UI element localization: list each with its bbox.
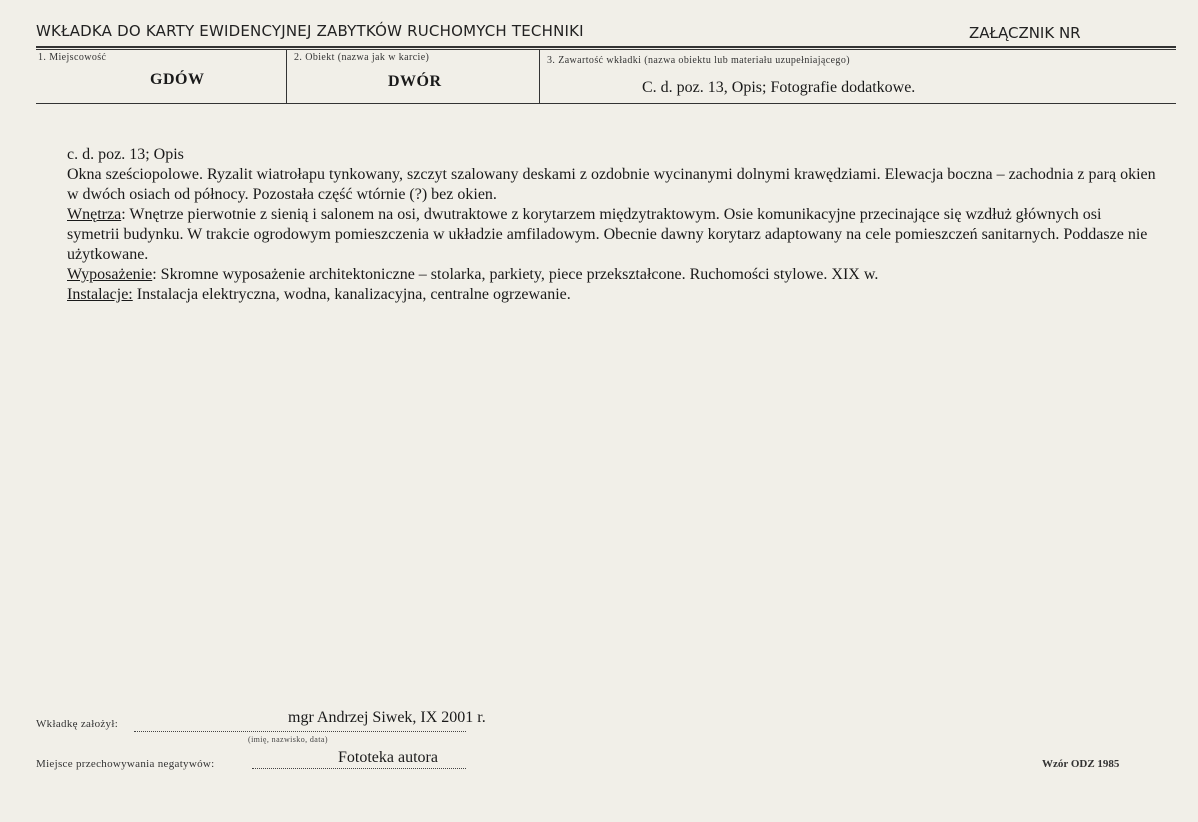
paragraph-windows: Okna sześciopolowe. Ryzalit wiatrołapu tynkowany, szczyt szalowany deskami z ozdobnie wycinanymi dolnymi krawędziami. Elewacja boczna – zachodnia z parą okien w dwóch osiach od północy. Pozostała część wtórnie (?) bez okien. [67,166,1156,203]
top-rule-thick [36,46,1176,48]
description-body [67,145,1157,305]
storage-label: Miejsce przechowywania negatywów: [36,758,215,770]
object-label: 2. Obiekt (nazwa jak w karcie) [294,52,430,63]
template-code: Wzór ODZ 1985 [1042,758,1120,770]
author-hint: (imię, nazwisko, data) [248,735,328,744]
installations-label: Instalacje: [67,286,133,303]
author-dotted-line [134,731,466,732]
equipment-label: Wyposażenie [67,266,153,283]
author-value: mgr Andrzej Siwek, IX 2001 r. [288,709,486,726]
locality-value: GDÓW [150,71,205,88]
storage-value: Fototeka autora [338,749,438,766]
locality-label: 1. Miejscowość [38,52,107,63]
interiors-text: : Wnętrze pierwotnie z sienią i salonem na osi, dwutraktowe z korytarzem międzytraktowym. Osie komunikacyjne przecinające się wzdłuż głównych osi symetrii budynku. W trakcie ogrodowym pomieszczenia w układzie amfiladowym. Obecnie dawny korytarz adaptowany na cele pomieszczeń sanitarnych. Poddasze nie użytkowane. [67,206,1148,263]
insert-content-value: C. d. poz. 13, Opis; Fotografie dodatkowe. [642,79,916,96]
paragraph-installations [67,285,1157,305]
equipment-text: : Skromne wyposażenie architektoniczne – stolarka, parkiety, piece przekształcone. Ruchomości stylowe. XIX w. [152,266,879,283]
description-heading: c. d. poz. 13; Opis [67,146,184,163]
paragraph-interiors [67,205,1157,265]
field-divider-1 [286,49,287,103]
author-label: Wkładkę założył: [36,718,119,730]
insert-content-label: 3. Zawartość wkładki (nazwa obiektu lub materiału uzupełniającego) [547,55,850,66]
paragraph-equipment [67,265,1157,285]
object-value: DWÓR [388,73,442,90]
storage-dotted-line [252,768,466,769]
field-divider-2 [539,49,540,103]
form-title: WKŁADKA DO KARTY EWIDENCYJNEJ ZABYTKÓW RUCHOMYCH TECHNIKI [36,22,584,40]
top-rule-thin [36,49,1176,50]
fields-bottom-rule [36,103,1176,104]
interiors-label: Wnętrza [67,206,122,223]
attachment-number-label: ZAŁĄCZNIK NR [969,24,1081,42]
installations-text: Instalacja elektryczna, wodna, kanalizacyjna, centralne ogrzewanie. [132,286,571,303]
